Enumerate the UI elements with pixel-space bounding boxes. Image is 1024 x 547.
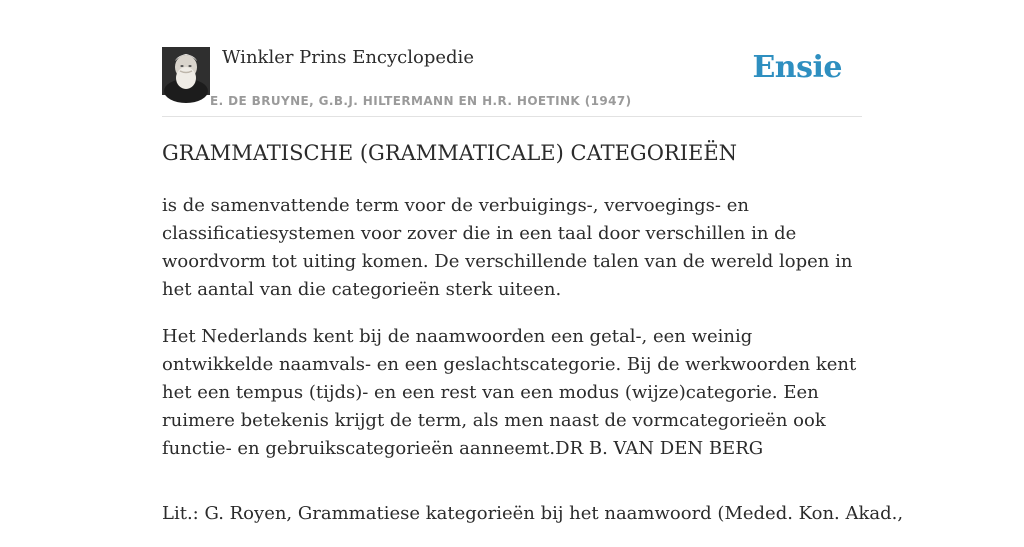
header — [162, 44, 862, 117]
portrait-avatar[interactable] — [162, 47, 210, 95]
article-title: GRAMMATISCHE (GRAMMATICALE) CATEGORIEËN — [162, 141, 738, 165]
article-body — [162, 192, 904, 547]
authors-line: E. DE BRUYNE, G.B.J. HILTERMANN EN H.R. HOETINK (1947) — [210, 94, 632, 108]
ensie-logo[interactable]: Ensie — [752, 50, 842, 85]
article-paragraph: is de samenvattende term voor de verbuigings-, vervoegings- en classificatiesystemen voor zover die in een taal door verschillen in de woordvorm tot uiting komen. De verschillende talen van de wereld lopen in het aantal van die categorieën sterk uiteen. — [162, 195, 853, 300]
article-paragraph: Het Nederlands kent bij de naamwoorden een getal-, een weinig ontwikkelde naamvals- en een geslachtscategorie. Bij de werkwoorden kent het een tempus (tijds)- en een rest van een modus (wijze)categorie. Een ruimere betekenis krijgt de term, als men naast de vormcategorieën ook functie- en gebruikscategorieën aanneemt.DR B. VAN DEN BERG — [162, 326, 857, 459]
site-name[interactable]: Winkler Prins Encyclopedie — [222, 47, 474, 68]
literature-reference: Lit.: G. Royen, Grammatiese kategorieën bij het naamwoord (Meded. Kon. Akad., — [162, 503, 904, 524]
portrait-icon — [162, 47, 210, 95]
